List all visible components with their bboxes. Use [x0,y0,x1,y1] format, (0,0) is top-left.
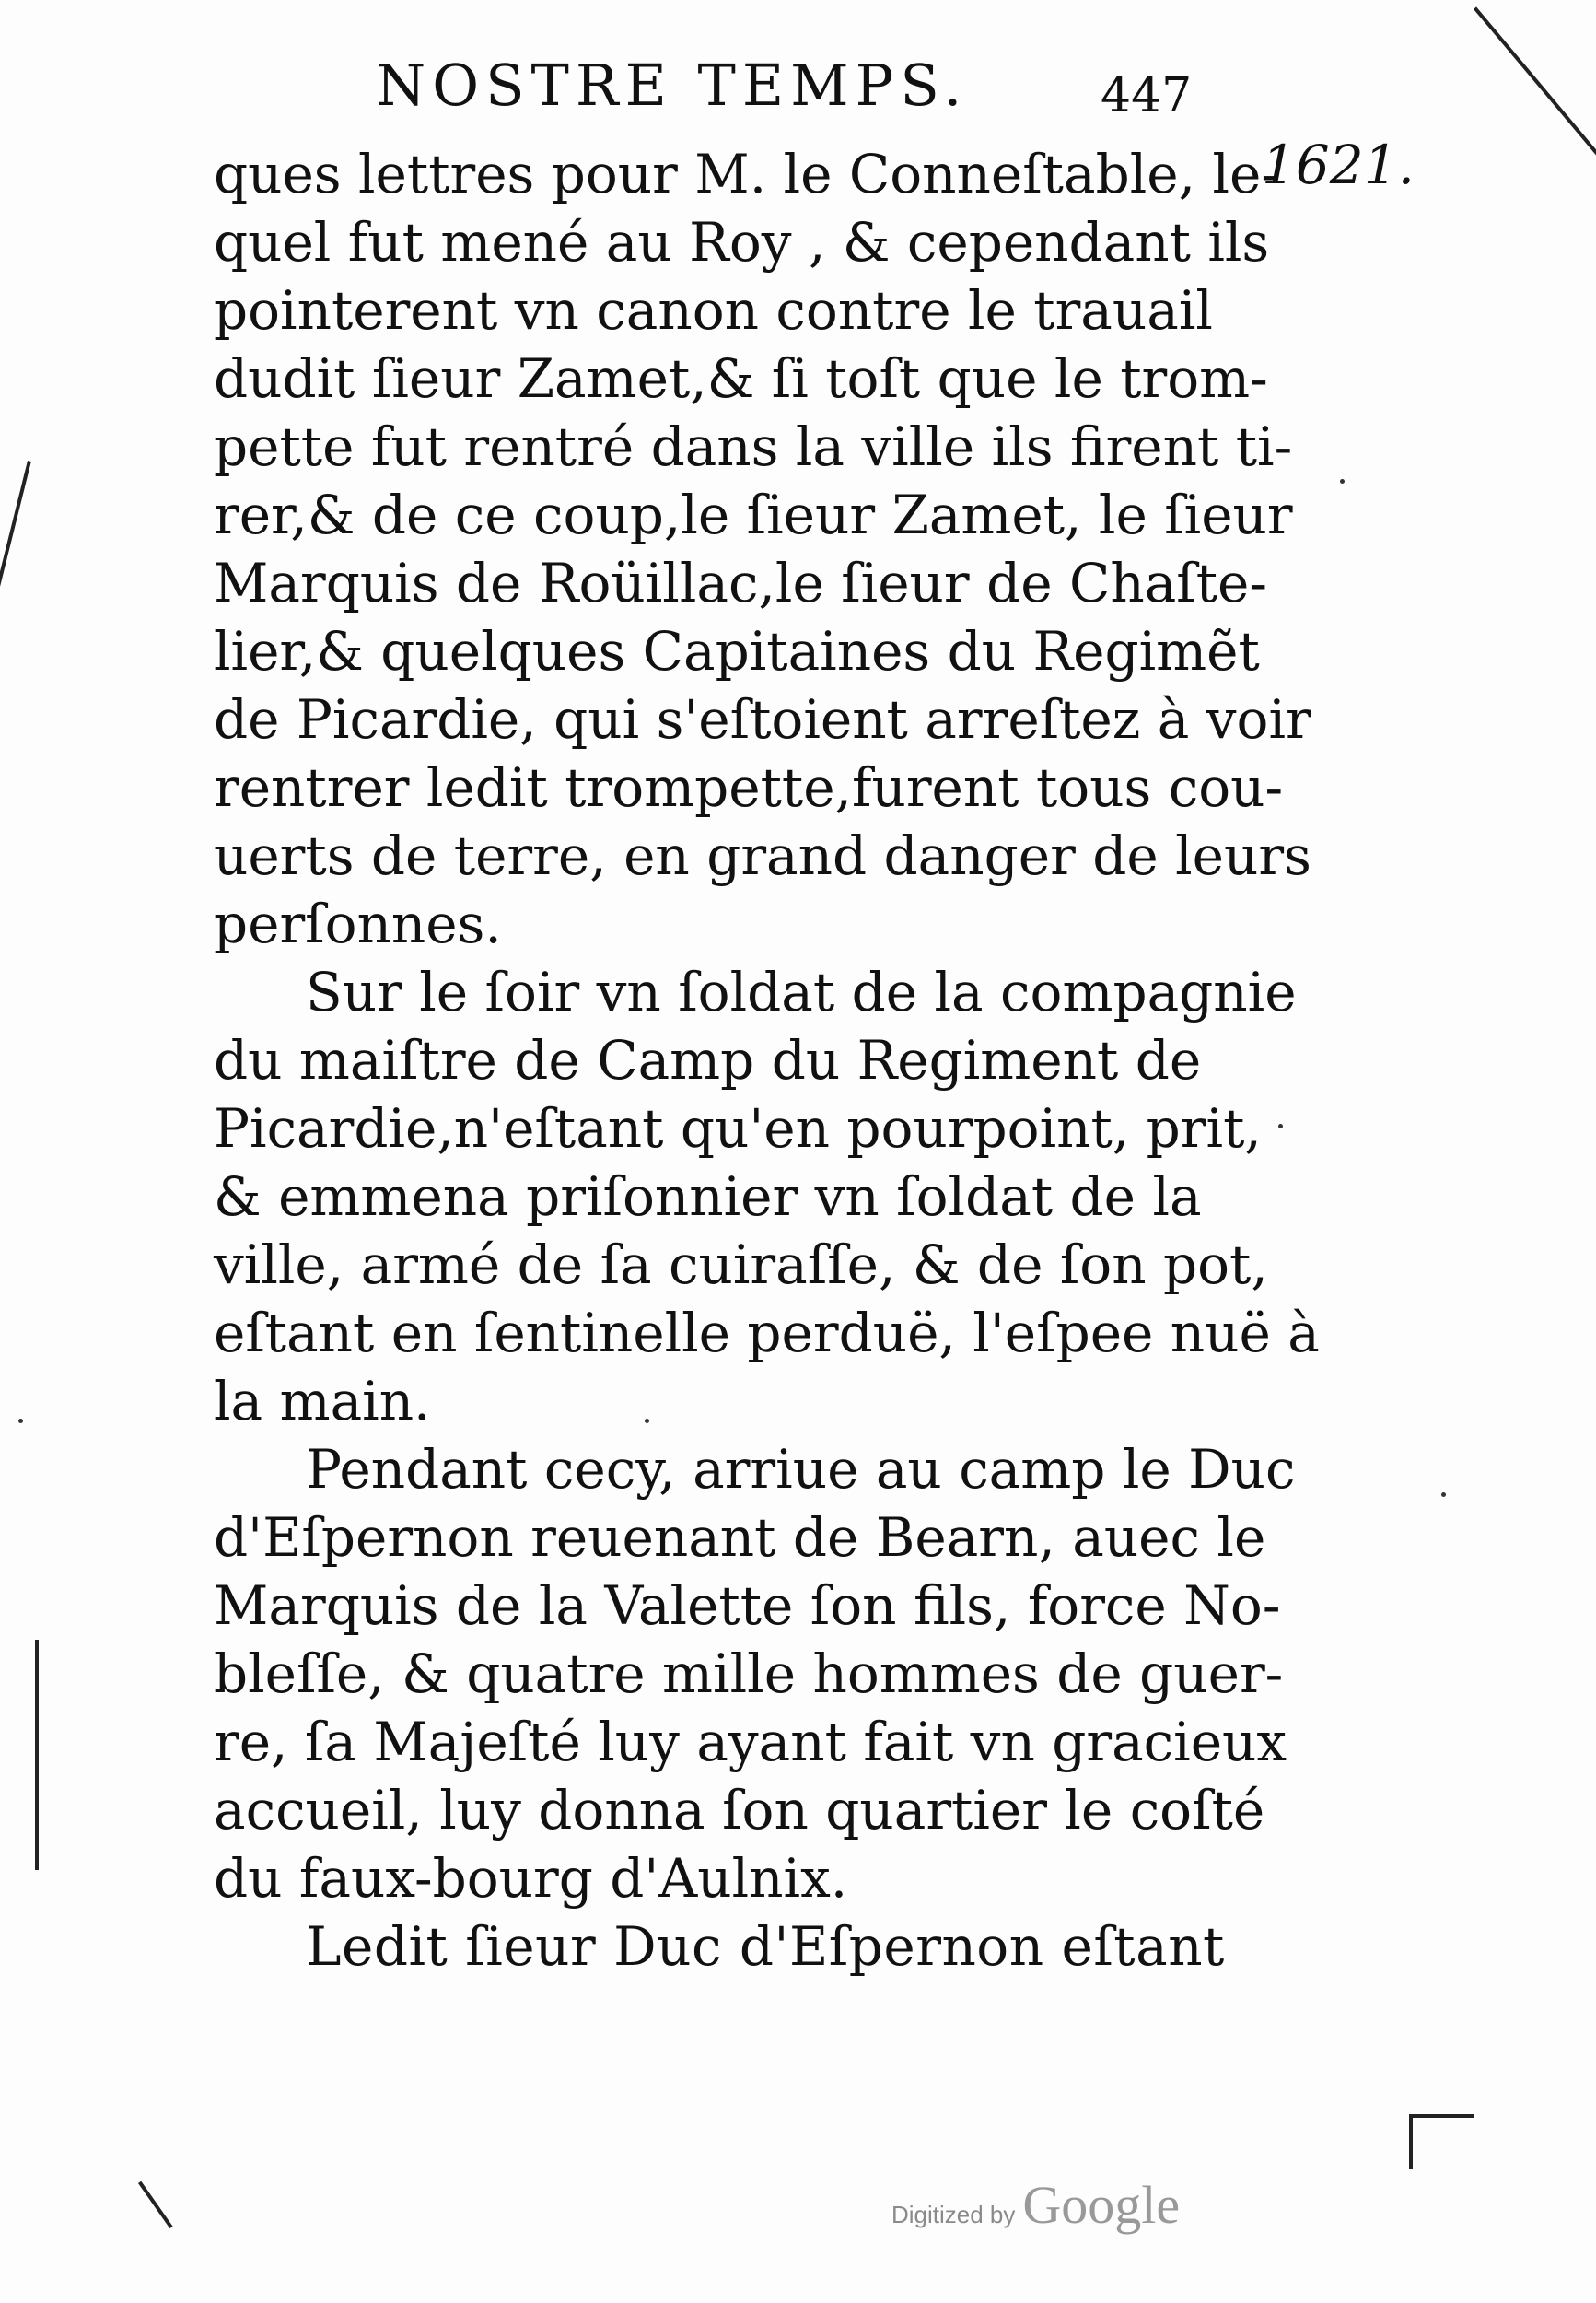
text-line: uerts de terre, en grand danger de leurs [214,824,1311,887]
running-head: NOSTRE TEMPS. [376,52,969,119]
digitized-by-label: Digitized by [891,2201,1016,2228]
scan-speck [1340,479,1345,484]
body-text [214,140,1320,1981]
scan-speck [645,1419,649,1423]
text-line: d'Eſpernon reuenant de Bearn, auec le [214,1506,1266,1569]
scan-speck [1441,1492,1446,1497]
text-line: quel fut mené au Roy , & cependant ils [214,211,1270,274]
paragraph-start-line: Pendant cecy, arriue au camp le Duc [306,1438,1296,1501]
text-line: dudit ſieur Zamet,& ſi toſt que le trom- [214,347,1268,410]
scan-stroke-bottom-right-horizontal [1409,2114,1474,2118]
text-line: la main. [214,1370,431,1432]
digitization-watermark [891,2174,1180,2236]
scan-speck [1278,1124,1283,1128]
scan-stroke-left-upper [0,461,31,640]
scan-stroke-top-right [1474,6,1596,171]
paragraph-start-line: Sur le ſoir vn ſoldat de la compagnie [306,961,1297,1023]
scan-stroke-bottom-right-vertical [1409,2114,1413,2169]
text-line: ville, armé de ſa cuiraſſe, & de ſon pot, [214,1233,1268,1296]
text-line: Picardie,n'eſtant qu'en pourpoint, prit, [214,1097,1262,1160]
text-line: du faux-bourg d'Aulnix. [214,1847,848,1910]
text-line: ques lettres pour M. le Conneſtable, le- [214,143,1279,205]
text-line: re, ſa Majeſté luy ayant fait vn gracieux [214,1711,1287,1773]
margin-year: 1621. [1262,134,1415,196]
text-line: & emmena priſonnier vn ſoldat de la [214,1165,1202,1228]
paragraph-start-line: Ledit ſieur Duc d'Eſpernon eſtant [306,1915,1225,1978]
scan-stroke-left-lower [35,1640,39,1870]
text-line: Marquis de Roüillac,le ſieur de Chaſte- [214,552,1267,614]
text-line: pette fut rentré dans la ville ils firent ti- [214,415,1293,478]
scan-stroke-bottom-left [138,2181,173,2228]
text-line: de Picardie, qui s'eſtoient arreſtez à voir [214,688,1311,751]
text-line: Marquis de la Valette ſon fils, force No- [214,1574,1281,1637]
text-line: eſtant en ſentinelle perduë, l'eſpee nuë à [214,1302,1320,1364]
scan-speck [18,1419,23,1423]
text-line: lier,& quelques Capitaines du Regimẽt [214,620,1260,683]
google-logo: Google [1022,2175,1181,2235]
text-line: rer,& de ce coup,le ſieur Zamet, le ſieur [214,484,1293,546]
text-line: rentrer ledit trompette,furent tous cou- [214,756,1284,819]
text-line: du maiſtre de Camp du Regiment de [214,1029,1202,1092]
text-line: accueil, luy donna ſon quartier le coſté [214,1779,1265,1841]
text-line: bleſſe, & quatre mille hommes de guer- [214,1642,1284,1705]
text-line: perſonnes. [214,893,502,955]
page-number: 447 [1101,68,1193,123]
text-line: pointerent vn canon contre le trauail [214,279,1213,342]
